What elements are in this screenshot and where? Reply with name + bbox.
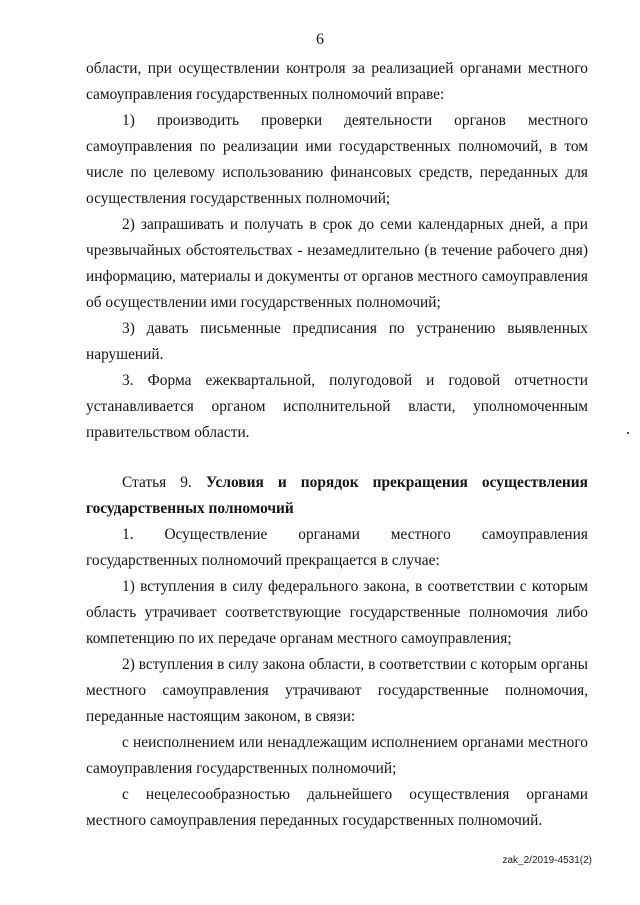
scan-dot — [627, 432, 629, 434]
paragraph-reason-1: с неисполнением или ненадлежащим исполнением органами местного самоуправления государственных полномочий; — [86, 734, 588, 777]
paragraph-point-3: 3. Форма ежеквартальной, полугодовой и годовой отчетности устанавливается органом исполнительной власти, уполномоченным правительством области. — [86, 372, 588, 441]
paragraph-subitem-2: 2) вступления в силу закона области, в соответствии с которым органы местного самоуправления утрачивают государственные полномочия, переданные настоящим законом, в связи: — [86, 656, 588, 725]
paragraph-item-1: 1) производить проверки деятельности органов местного самоуправления по реализации ими государственных полномочий, в том числе по целевому использованию финансовых средств, переданных для осуществления государственных полномочий; — [86, 112, 588, 207]
article-heading — [86, 470, 588, 522]
page-number: 6 — [316, 31, 324, 48]
paragraph-point-1: 1. Осуществление органами местного самоуправления государственных полномочий прекращается в случае: — [86, 526, 588, 569]
paragraph-continuation: области, при осуществлении контроля за реализацией органами местного самоуправления государственных полномочий вправе: — [86, 60, 588, 103]
document-body — [86, 56, 588, 834]
paragraph-reason-2: с нецелесообразностью дальнейшего осуществления органами местного самоуправления переданных государственных полномочий. — [86, 786, 588, 829]
spacer — [86, 446, 588, 470]
paragraph-item-3: 3) давать письменные предписания по устранению выявленных нарушений. — [86, 320, 588, 363]
paragraph-subitem-1: 1) вступления в силу федерального закона, в соответствии с которым область утрачивает соответствующие государственные полномочия либо компетенцию по их передаче органам местного самоуправления; — [86, 578, 588, 647]
paragraph-item-2: 2) запрашивать и получать в срок до семи календарных дней, а при чрезвычайных обстоятельствах - незамедлительно (в течение рабочего дня) информацию, материалы и документы от органов местного самоуправления об осуществлении ими государственных полномочий; — [86, 216, 588, 311]
article-title: Условия и порядок прекращения осуществления государственных полномочий — [86, 474, 588, 517]
document-code: zak_2/2019-4531(2) — [502, 855, 592, 866]
article-number: Статья 9. — [122, 474, 192, 491]
